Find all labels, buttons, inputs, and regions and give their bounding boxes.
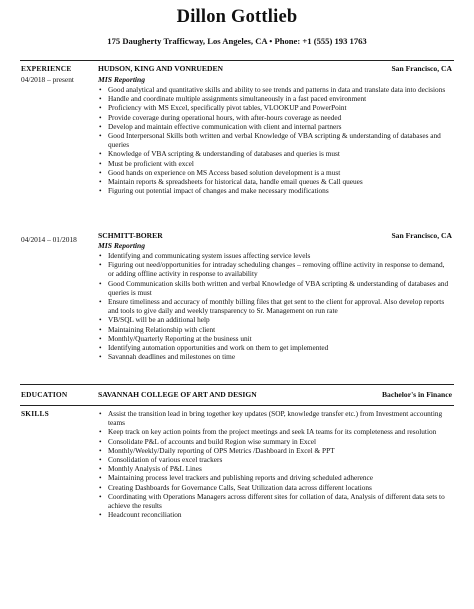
bullet-text: Creating Dashboards for Governance Calls, Seat Utilization data across different locations — [108, 482, 372, 492]
bullet-icon: • — [99, 167, 102, 177]
bullet-item — [98, 455, 451, 464]
job-title: MIS Reporting — [98, 241, 146, 250]
job-bullet-list — [98, 251, 451, 361]
bullet-icon: • — [99, 436, 102, 446]
bullet-text: Figuring out potential impact of changes and make necessary modifications — [108, 186, 329, 196]
bullet-icon: • — [99, 455, 102, 465]
school-name: SAVANNAH COLLEGE OF ART AND DESIGN — [98, 390, 257, 399]
bullet-icon: • — [99, 251, 102, 260]
bullet-item — [98, 149, 451, 158]
bullet-text: Monthly Analysis of P&L Lines — [108, 464, 202, 474]
bullet-item — [98, 510, 451, 519]
bullet-icon: • — [99, 315, 102, 325]
job-location: San Francisco, CA — [391, 231, 452, 240]
bullet-item — [98, 427, 451, 436]
employer-name: HUDSON, KING AND VONRUEDEN — [98, 64, 224, 73]
job-dates: 04/2014 – 01/2018 — [21, 235, 77, 244]
bullet-text: Provide coverage during operational hours, with after-hours coverage as needed — [108, 112, 342, 122]
bullet-icon: • — [99, 149, 102, 159]
job-bullet-list — [98, 85, 451, 195]
bullet-item — [98, 334, 451, 343]
section-label-experience: EXPERIENCE — [21, 64, 72, 73]
bullet-icon: • — [99, 297, 102, 307]
bullet-text: Good analytical and quantitative skills and ability to see trends and patterns in data and translate data into decisions — [108, 85, 446, 94]
bullet-icon: • — [99, 121, 102, 131]
bullet-text: Handle and coordinate multiple assignments simultaneously in a fast paced environment — [108, 94, 367, 104]
bullet-text: Keep track on key action points from the project meetings and seek IA teams for its completeness and resolution — [108, 427, 437, 437]
bullet-icon: • — [99, 324, 102, 334]
bullet-text: Assist the transition lead in bring together key updates (SOP, knowledge transfer etc.) from Investment accounting teams — [108, 409, 443, 428]
bullet-item — [98, 186, 451, 195]
candidate-name: Dillon Gottlieb — [176, 7, 298, 27]
bullet-text: Monthly/Quarterly Reporting at the business unit — [108, 333, 252, 343]
bullet-text: Savannah deadlines and milestones on time — [108, 352, 236, 362]
bullet-text: Good Communication skills both written and verbal Knowledge of VBA scripting & understanding of databases and queries is must — [108, 278, 449, 297]
job-title: MIS Reporting — [98, 75, 146, 84]
degree: Bachelor's in Finance — [381, 390, 452, 399]
bullet-item — [98, 168, 451, 177]
job-dates: 04/2018 – present — [21, 75, 74, 84]
bullet-icon: • — [99, 131, 102, 141]
section-label-education: EDUCATION — [21, 390, 68, 399]
bullet-item — [98, 343, 451, 352]
bullet-item — [98, 446, 451, 455]
bullet-item — [98, 103, 451, 112]
bullet-item — [98, 159, 451, 168]
bullet-item — [98, 437, 451, 446]
bullet-item — [98, 113, 451, 122]
bullet-icon: • — [99, 158, 102, 168]
job-location: San Francisco, CA — [391, 64, 452, 73]
employer-name: SCHMITT-BORER — [98, 231, 163, 240]
bullet-icon: • — [99, 333, 102, 343]
bullet-text: Figuring out need/opportunities for intraday scheduling changes – removing offline activity in response to demand, or adding offline activity in response to availability — [108, 260, 445, 279]
bullet-item — [98, 85, 451, 94]
bullet-text: Coordinating with Operations Managers across different sites for collation of data, Analysis of different data sets to achieve the results — [108, 491, 445, 511]
bullet-icon: • — [99, 427, 102, 437]
bullet-icon: • — [99, 409, 102, 418]
bullet-text: Proficiency with MS Excel, specifically pivot tables, VLOOKUP and PowerPoint — [108, 103, 347, 113]
bullet-text: Good Interpersonal Skills both written and verbal Knowledge of VBA scripting & understanding of databases and queries — [108, 131, 441, 150]
bullet-text: Develop and maintain effective communication with client and internal partners — [108, 121, 342, 131]
bullet-text: Must be proficient with excel — [108, 158, 194, 168]
bullet-icon: • — [99, 260, 102, 270]
bullet-item — [98, 464, 451, 473]
bullet-icon: • — [99, 491, 102, 501]
bullet-text: VB/SQL will be an additional help — [108, 315, 210, 325]
bullet-icon: • — [99, 278, 102, 288]
bullet-text: Consolidation of various excel trackers — [108, 455, 223, 465]
bullet-icon: • — [99, 352, 102, 362]
bullet-text: Knowledge of VBA scripting & understanding of databases and queries is must — [108, 149, 340, 159]
bullet-text: Maintaining process level trackers and publishing reports and driving scheduled adherence — [108, 473, 374, 483]
bullet-icon: • — [99, 445, 102, 455]
bullet-text: Maintaining Relationship with client — [108, 324, 216, 334]
bullet-text: Monthly/Weekly/Daily reporting of OPS Metrics /Dashboard in Excel & PPT — [108, 445, 335, 455]
bullet-item — [98, 251, 451, 260]
contact-line: 175 Daugherty Trafficway, Los Angeles, CA • Phone: +1 (555) 193 1763 — [107, 36, 367, 46]
bullet-item — [98, 279, 451, 297]
bullet-icon: • — [99, 94, 102, 104]
bullet-text: Consolidate P&L of accounts and build Region wise summary in Excel — [108, 436, 317, 446]
bullet-icon: • — [99, 186, 102, 196]
bullet-item — [98, 131, 451, 149]
bullet-item — [98, 409, 451, 427]
bullet-text: Headcount reconciliation — [108, 510, 182, 520]
bullet-item — [98, 315, 451, 324]
bullet-text: Ensure timeliness and accuracy of monthly billing files that get sent to the client for approval. Also develop reports and tools to give daily and weekly transparency to Sr. Management on run rate — [108, 297, 445, 316]
bullet-item — [98, 94, 451, 103]
bullet-icon: • — [99, 473, 102, 483]
bullet-item — [98, 260, 451, 278]
bullet-item — [98, 483, 451, 492]
bullet-item — [98, 297, 451, 315]
bullet-icon: • — [99, 482, 102, 492]
section-divider — [20, 60, 454, 61]
bullet-icon: • — [99, 103, 102, 113]
bullet-item — [98, 325, 451, 334]
bullet-icon: • — [99, 510, 102, 520]
bullet-text: Maintain reports & spreadsheets for historical data, handle email queues & Call queues — [108, 177, 363, 187]
bullet-text: Identifying automation opportunities and work on them to get implemented — [108, 343, 329, 353]
bullet-icon: • — [99, 464, 102, 474]
section-divider — [20, 384, 454, 385]
bullet-icon: • — [99, 343, 102, 353]
bullet-item — [98, 177, 451, 186]
bullet-icon: • — [99, 112, 102, 122]
bullet-item — [98, 352, 451, 361]
section-label-skills: SKILLS — [21, 409, 49, 418]
section-divider — [20, 405, 454, 406]
bullet-text: Good hands on experience on MS Access based solution development is a must — [108, 167, 341, 177]
bullet-item — [98, 473, 451, 482]
bullet-item — [98, 492, 451, 510]
bullet-text: Identifying and communicating system issues affecting service levels — [108, 251, 311, 260]
bullet-icon: • — [99, 177, 102, 187]
bullet-item — [98, 122, 451, 131]
skills-bullet-list — [98, 409, 451, 519]
bullet-icon: • — [99, 85, 102, 94]
